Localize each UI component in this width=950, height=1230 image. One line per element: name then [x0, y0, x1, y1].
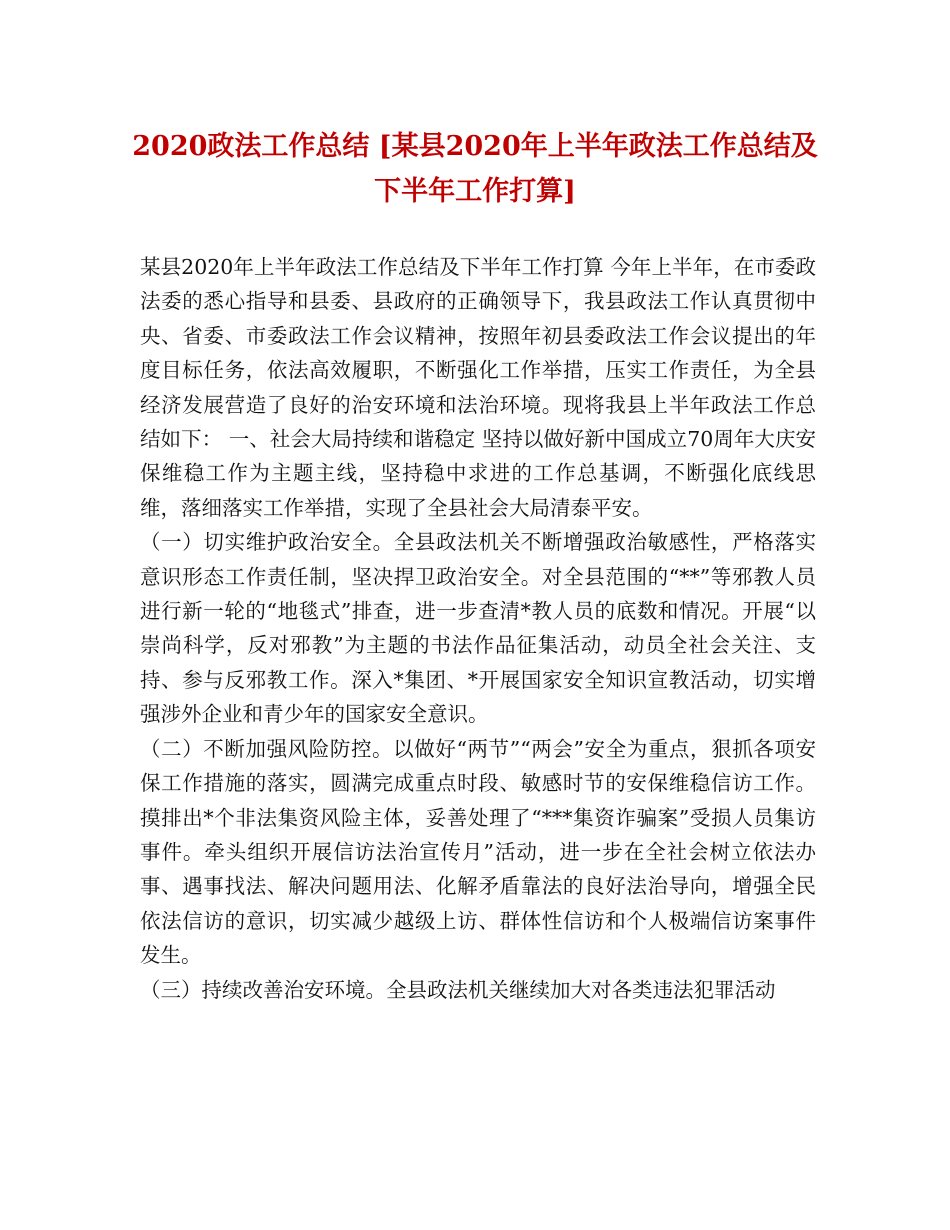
document-body: [140, 250, 816, 1007]
paragraph-intro: 某县2020年上半年政法工作总结及下半年工作打算 今年上半年，在市委政法委的悉心指导和县委、县政府的正确领导下，我县政法工作认真贯彻中央、省委、市委政法工作会议精神，按照年初县委政法工作会议提出的年度目标任务，依法高效履职，不断强化工作举措，压实工作责任，为全县经济发展营造了良好的治安环境和法治环境。现将我县上半年政法工作总结如下： 一、社会大局持续和谐稳定 坚持以做好新中国成立70周年大庆安保维稳工作为主题主线，坚持稳中求进的工作总基调，不断强化底线思维，落细落实工作举措，实现了全县社会大局清泰平安。: [140, 255, 816, 520]
paragraph-political-security: （一）切实维护政治安全。全县政法机关不断增强政治敏感性，严格落实意识形态工作责任制，坚决捍卫政治安全。对全县范围的“**”等邪教人员进行新一轮的“地毯式”排查，进一步查清*教人员的底数和情况。开展“以崇尚科学，反对邪教”为主题的书法作品征集活动，动员全社会关注、支持、参与反邪教工作。深入*集团、*开展国家安全知识宣教活动，切实增强涉外企业和青少年的国家安全意识。: [140, 530, 816, 727]
document-title: 2020政法工作总结 [某县2020年上半年政法工作总结及下半年工作打算]: [132, 131, 818, 207]
paragraph-public-security: （三）持续改善治安环境。全县政法机关继续加大对各类违法犯罪活动: [140, 977, 776, 1002]
paragraph-risk-control: （二）不断加强风险防控。以做好“两节”“两会”安全为重点，狠抓各项安保工作措施的落实，圆满完成重点时段、敏感时节的安保维稳信访工作。摸排出*个非法集资风险主体，妥善处理了“***集资诈骗案”受损人员集访事件。牵头组织开展信访法治宣传月”活动，进一步在全社会树立依法办事、遇事找法、解决问题用法、化解矛盾靠法的良好法治导向，增强全民依法信访的意识，切实减少越级上访、群体性信访和个人极端信访案事件发生。: [140, 736, 816, 968]
